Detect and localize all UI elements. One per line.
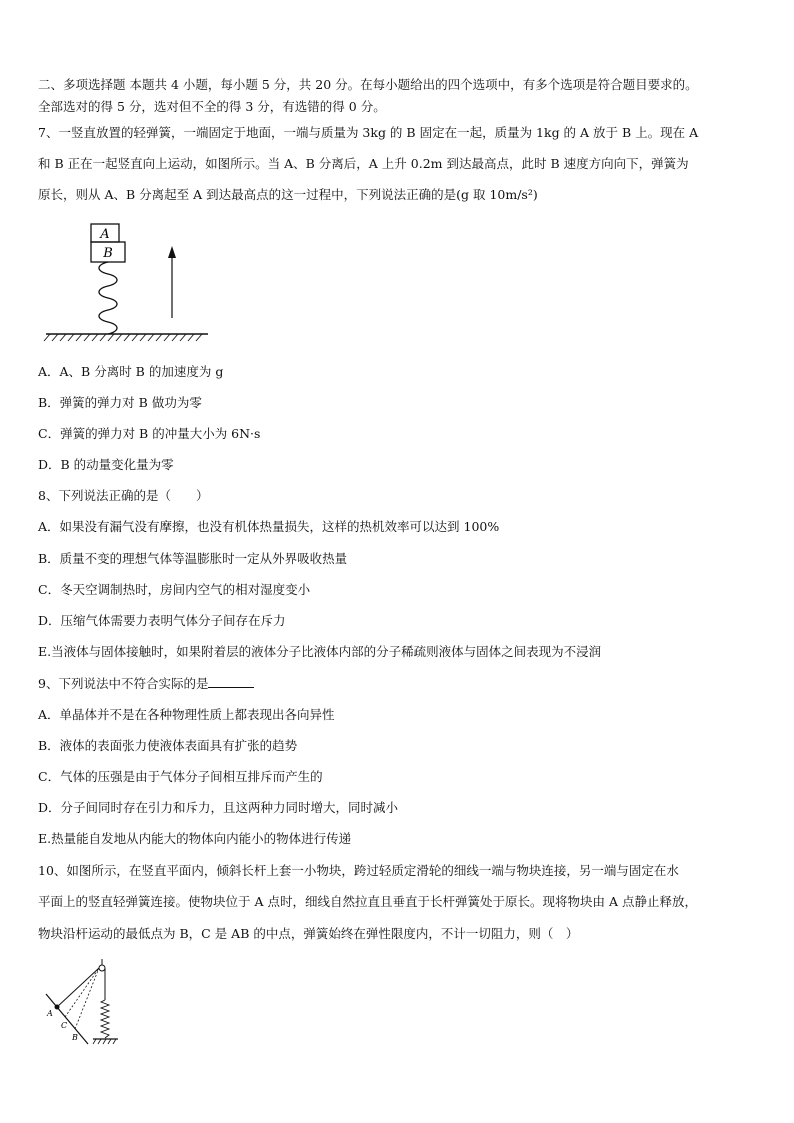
q8-option-d: D．压缩气体需要力表明气体分子间存在斥力 [38,613,286,628]
q9-option-d: D．分子间同时存在引力和斥力，且这两种力同时增大，同时减小 [38,800,399,815]
vertical-spring [101,1000,109,1038]
q10-stem-line-3: 物块沿杆运动的最低点为 B，C 是 AB 的中点，弹簧始终在弹性限度内，不计一切阻力，则（ ） [38,926,579,941]
q9-stem: 9、下列说法中不符合实际的是 [38,676,209,691]
q9-stem-line [38,675,764,693]
q8-option-a: A．如果没有漏气没有摩擦，也没有机体热量损失，这样的热机效率可以达到 100% [38,519,500,534]
block-b-label: B [103,246,113,261]
q8-option-c: C．冬天空调制热时，房间内空气的相对湿度变小 [38,582,311,597]
q7-spring-block-figure [38,218,218,348]
inclined-rod [46,994,88,1044]
string-from-a [57,968,99,1007]
velocity-arrow-head [168,246,176,258]
q10-stem-line-2: 平面上的竖直轻弹簧连接。使物块位于 A 点时，细线自然拉直且垂直于长杆弹簧处于原长。现将物块由 A 点静止释放， [38,894,697,909]
q10-rod-pulley-spring-figure [38,958,128,1048]
ground-hatching [44,334,202,341]
dashed-line-to-b [75,968,99,1029]
q8-option-b: B．质量不变的理想气体等温膨胀时一定从外界吸收热量 [38,551,348,566]
spring [99,262,117,334]
q7-stem-line-3: 原长，则从 A、B 分离起至 A 到达最高点的这一过程中，下列说法正确的是(g 取 10m/s²) [38,187,538,202]
q8-option-e: E.当液体与固体接触时，如果附着层的液体分子比液体内部的分子稀疏则液体与固体之间表现为不浸润 [38,644,602,659]
block-a-label: A [100,227,110,242]
dashed-line-to-c [65,968,99,1017]
q9-option-c: C．气体的压强是由于气体分子间相互排斥而产生的 [38,769,323,784]
q7-option-b: B．弹簧的弹力对 B 做功为零 [38,395,202,410]
section-heading-line-2: 全部选对的得 5 分，选对但不全的得 3 分，有选错的得 0 分。 [38,99,386,114]
section-heading-line-1: 二、多项选择题 本题共 4 小题，每小题 5 分，共 20 分。在每小题给出的四个选项中，有多个选项是符合题目要求的。 [38,77,698,92]
q9-option-e: E.热量能自发地从内能大的物体向内能小的物体进行传递 [38,831,352,846]
point-a-label: A [47,1009,53,1018]
q7-option-d: D．B 的动量变化量为零 [38,457,174,472]
q10-stem-line-1: 10、如图所示，在竖直平面内，倾斜长杆上套一小物块，跨过轻质定滑轮的细线一端与物块连接，另一端与固定在水 [38,863,679,878]
q9-option-b: B．液体的表面张力使液体表面具有扩张的趋势 [38,738,298,753]
q8-stem: 8、下列说法正确的是（ ） [38,488,209,503]
q7-stem-line-2: 和 B 正在一起竖直向上运动，如图所示。当 A、B 分离后，A 上升 0.2m 到达最高点，此时 B 速度方向向下，弹簧为 [38,156,689,171]
answer-blank [208,675,254,688]
pulley [99,965,105,971]
q7-stem-line-1: 7、一竖直放置的轻弹簧，一端固定于地面，一端与质量为 3kg 的 B 固定在一起，质量为 1kg 的 A 放于 B 上。现在 A [38,125,699,140]
q9-option-a: A．单晶体并不是在各种物理性质上都表现出各向异性 [38,707,335,722]
point-c-label: C [61,1021,68,1030]
q7-option-c: C．弹簧的弹力对 B 的冲量大小为 6N·s [38,426,261,441]
q7-option-a: A．A、B 分离时 B 的加速度为 g [38,364,224,379]
base-hatching [93,1039,116,1044]
point-b-label: B [72,1033,78,1042]
